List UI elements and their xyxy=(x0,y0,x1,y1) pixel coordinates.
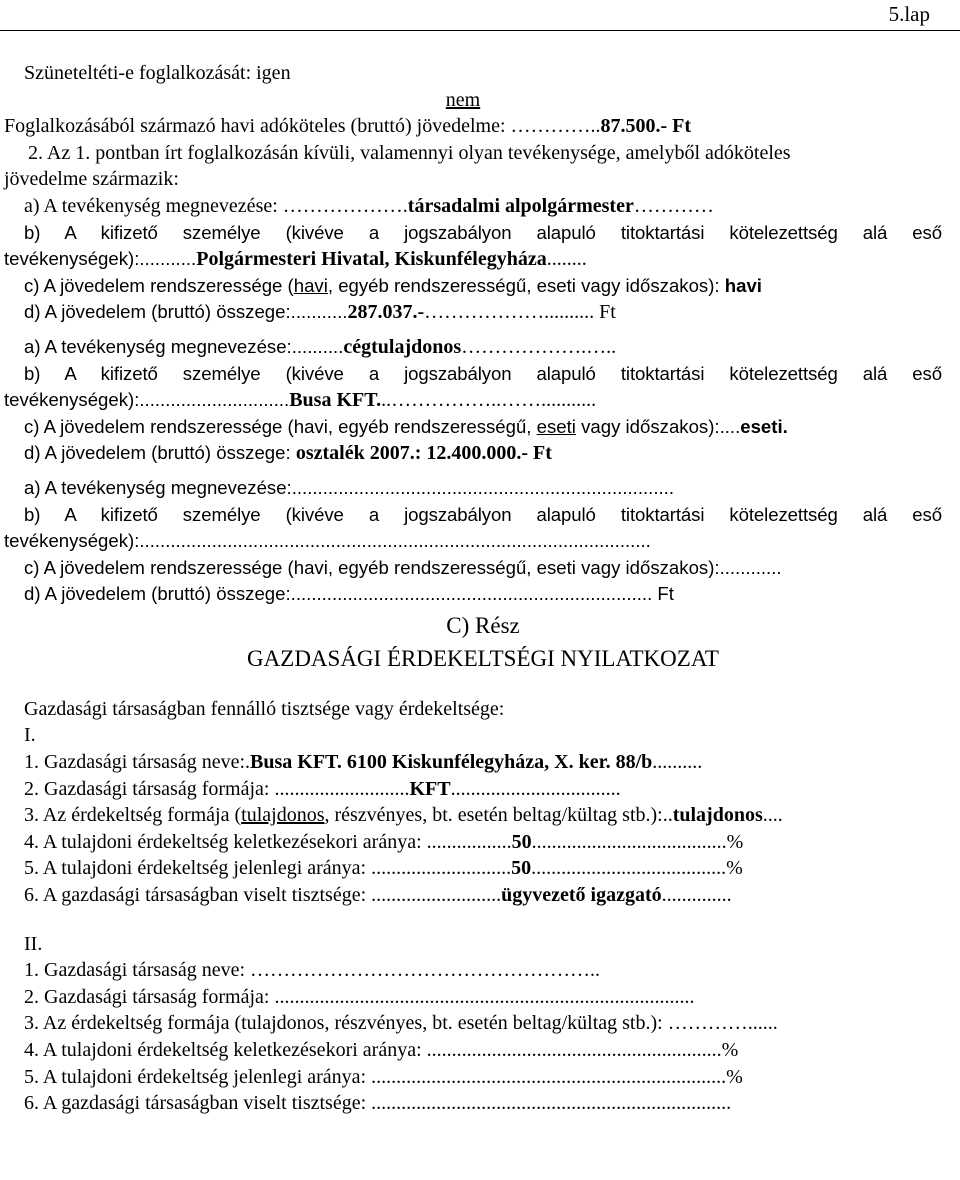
activity2-c-mid: vagy időszakos):.... xyxy=(575,415,741,437)
point2-line: 2. Az 1. pontban írt foglalkozásán kívüli, valamennyi olyan tevékenysége, amelyből adóköteles xyxy=(28,141,791,164)
ii2-line: 2. Gazdasági társaság formája: .................................................................................... xyxy=(24,985,695,1008)
activity1-d xyxy=(24,299,942,326)
activity2-c-value: eseti. xyxy=(740,415,788,437)
i3-dots: .... xyxy=(762,804,783,827)
i2-dots: .................................. xyxy=(450,777,621,800)
activity2-a-label: a) A tevékenység megnevezése:.......... xyxy=(24,335,344,357)
i4-line xyxy=(24,829,942,856)
page-number: 5.lap xyxy=(888,2,930,26)
monthly-income-value: 87.500.- Ft xyxy=(600,115,692,138)
activity1-b2 xyxy=(4,246,942,273)
activity3-b1: b) A kifizető személye (kivéve a jogszabályon alapuló titoktartási kötelezettség alá eső xyxy=(24,503,942,525)
i3-label: 3. Az érdekeltség formája ( xyxy=(24,804,242,827)
activity1-c-label: c) A jövedelem rendszeressége ( xyxy=(24,274,294,296)
i6-dots: .............. xyxy=(661,884,732,907)
activity2-a-value: cégtulajdonos xyxy=(343,335,462,358)
i5-line xyxy=(24,855,942,882)
i5-dots: .......................................% xyxy=(531,857,743,880)
activity2-b-dots: ..……………..……........... xyxy=(381,389,597,412)
activity2-b1: b) A kifizető személye (kivéve a jogszabályon alapuló titoktartási kötelezettség alá eső xyxy=(24,362,942,384)
activity1-a-label: a) A tevékenység megnevezése: ………………. xyxy=(24,194,408,217)
activity2-c-label: c) A jövedelem rendszeressége (havi, egyéb rendszerességű, xyxy=(24,415,537,437)
activity-3 xyxy=(4,475,942,608)
activity1-a xyxy=(24,193,942,220)
i3-mid: , részvényes, bt. esetén beltag/kültag stb.):.. xyxy=(324,804,673,827)
i1-label: 1. Gazdasági társaság neve:. xyxy=(24,751,251,774)
section-c-subtitle: GAZDASÁGI ÉRDEKELTSÉGI NYILATKOZAT xyxy=(247,645,719,671)
activity1-b-dots: ........ xyxy=(546,248,587,271)
monthly-income-label: Foglalkozásából származó havi adóköteles (bruttó) jövedelme: ………….. xyxy=(4,115,601,138)
ii3-line: 3. Az érdekeltség formája (tulajdonos, részvényes, bt. esetén beltag/kültag stb.): …………...... xyxy=(24,1012,778,1035)
ii4-line: 4. A tulajdoni érdekeltség keletkezésekori aránya: ...........................................................% xyxy=(24,1039,739,1061)
activity2-c-underlined: eseti xyxy=(536,415,576,437)
document-body xyxy=(4,60,942,1117)
header-rule xyxy=(0,30,960,31)
activity1-d-label: d) A jövedelem (bruttó) összege:........... xyxy=(24,301,348,323)
activity1-a-value: társadalmi alpolgármester xyxy=(407,194,634,217)
activity3-a: a) A tevékenység megnevezése:.......................................................................... xyxy=(24,476,674,498)
activity1-c xyxy=(24,273,942,300)
suspension-question: Szüneteltéti-e foglalkozását: igen xyxy=(24,62,291,84)
interest-intro: Gazdasági társaságban fennálló tisztsége vagy érdekeltsége: xyxy=(24,697,505,720)
roman-2: II. xyxy=(24,932,43,955)
activity1-b1: b) A kifizető személye (kivéve a jogszabályon alapuló titoktartási kötelezettség alá eső xyxy=(24,221,942,243)
ii6-line: 6. A gazdasági társaságban viselt tisztsége: ........................................................................ xyxy=(24,1092,732,1115)
i2-value: KFT xyxy=(409,777,451,800)
i6-value: ügyvezető igazgató xyxy=(501,884,662,907)
activity1-b-label: tevékenységek):........... xyxy=(4,248,197,270)
activity2-c xyxy=(24,414,942,441)
activity2-b2 xyxy=(4,387,942,414)
interest-section xyxy=(24,696,942,1117)
ii1-line: 1. Gazdasági társaság neve: …………………………………………….. xyxy=(24,959,601,982)
activity1-d-dots: ……………….......... Ft xyxy=(424,301,616,324)
activity1-c-value: havi xyxy=(724,274,762,296)
activity2-a-dots: ……………….….. xyxy=(461,335,617,358)
activity1-d-value: 287.037.- xyxy=(347,301,425,324)
ii5-line: 5. A tulajdoni érdekeltség jelenlegi aránya: .......................................................................% xyxy=(24,1065,743,1088)
i4-label: 4. A tulajdoni érdekeltség keletkezésekori aránya: ................. xyxy=(24,830,512,853)
i3-value: tulajdonos xyxy=(672,804,763,827)
activity2-b-value: Busa KFT. xyxy=(289,389,382,412)
activity-2 xyxy=(4,334,942,467)
answer-nem: nem xyxy=(445,88,481,111)
i1-dots: .......... xyxy=(652,751,703,774)
activity1-c-underlined: havi, xyxy=(293,274,334,296)
activity1-c-mid: egyéb rendszerességű, eseti vagy időszakos): xyxy=(333,274,725,296)
i3-underlined: tulajdonos xyxy=(241,804,325,827)
activity1-a-dots: ………… xyxy=(633,194,714,217)
activity1-b-value: Polgármesteri Hivatal, Kiskunfélegyháza xyxy=(196,248,547,271)
activity2-b-label: tevékenységek):............................. xyxy=(4,389,290,411)
suspension-answer xyxy=(24,87,942,114)
activity-1 xyxy=(4,193,942,326)
activity3-b2: tevékenységek):................................................................................................... xyxy=(4,530,651,552)
i4-value: 50 xyxy=(511,830,532,853)
point2-cont: jövedelme származik: xyxy=(4,168,179,191)
section-c-title: C) Rész xyxy=(446,612,520,638)
i6-label: 6. A gazdasági társaságban viselt tisztsége: .......................... xyxy=(24,884,502,907)
activity3-c: c) A jövedelem rendszeressége (havi, egyéb rendszerességű, eseti vagy időszakos):............ xyxy=(24,556,782,578)
i1-value: Busa KFT. 6100 Kiskunfélegyháza, X. ker. 88/b xyxy=(250,751,653,774)
activity2-a xyxy=(24,334,942,361)
i6-line xyxy=(24,882,942,909)
activity2-d-label: d) A jövedelem (bruttó) összege: xyxy=(24,442,296,464)
monthly-income-line xyxy=(4,113,942,140)
activity2-d xyxy=(24,440,942,467)
i3-line xyxy=(24,802,942,829)
activity3-d: d) A jövedelem (bruttó) összege:...................................................................... Ft xyxy=(24,583,674,605)
i2-line xyxy=(24,776,942,803)
i5-label: 5. A tulajdoni érdekeltség jelenlegi aránya: ............................ xyxy=(24,857,512,880)
i1-line xyxy=(24,749,942,776)
i4-dots: .......................................% xyxy=(531,830,744,853)
activity2-d-value: osztalék 2007.: 12.400.000.- Ft xyxy=(295,442,552,465)
roman-1: I. xyxy=(24,724,36,747)
i2-label: 2. Gazdasági társaság formája: ........................... xyxy=(24,777,410,800)
i5-value: 50 xyxy=(511,857,532,880)
